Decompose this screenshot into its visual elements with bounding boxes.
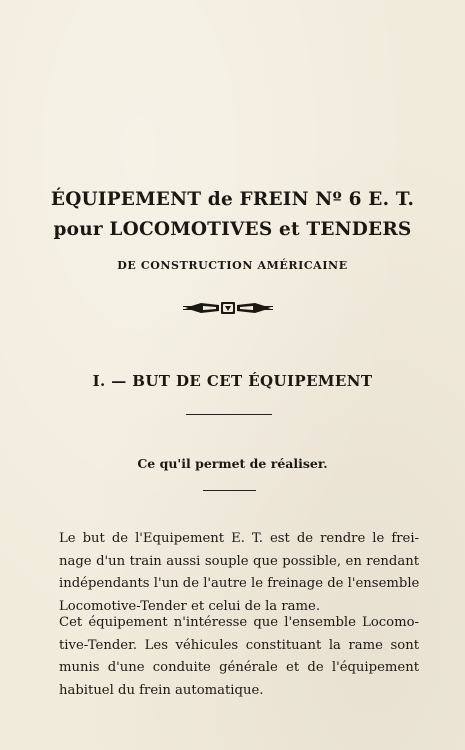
paragraph-line: munis d'une conduite générale et de l'équipement <box>59 660 419 675</box>
paragraph-line: Le but de l'Equipement E. T. est de rendre le frei- <box>59 531 419 546</box>
paragraph-line: indépendants l'un de l'autre le freinage de l'ensemble <box>59 576 420 591</box>
paragraph-2 <box>59 612 419 702</box>
section-heading: I. — BUT DE CET ÉQUIPEMENT <box>92 372 373 390</box>
paragraph-1 <box>59 528 419 618</box>
paragraph-line: Locomotive-Tender et celui de la rame. <box>59 598 321 614</box>
reverse-side-show-through <box>95 70 435 490</box>
paragraph-line: habituel du frein automatique. <box>59 682 264 698</box>
divider-rule <box>186 414 272 415</box>
section-caption: Ce qu'il permet de réaliser. <box>137 456 328 471</box>
title-line-2: pour LOCOMOTIVES et TENDERS <box>53 219 412 240</box>
paragraph-line: Cet équipement n'intéresse que l'ensemble Locomo- <box>59 615 419 630</box>
title-line-1: ÉQUIPEMENT de FREIN Nº 6 E. T. <box>50 189 415 210</box>
paragraph-line: tive-Tender. Les véhicules constituant la rame sont <box>59 637 419 653</box>
decorative-fleuron-icon <box>183 300 273 316</box>
paragraph-line: nage d'un train aussi souple que possible, en rendant <box>59 553 419 569</box>
divider-rule-short <box>203 490 256 491</box>
subtitle: DE CONSTRUCTION AMÉRICAINE <box>117 259 348 272</box>
